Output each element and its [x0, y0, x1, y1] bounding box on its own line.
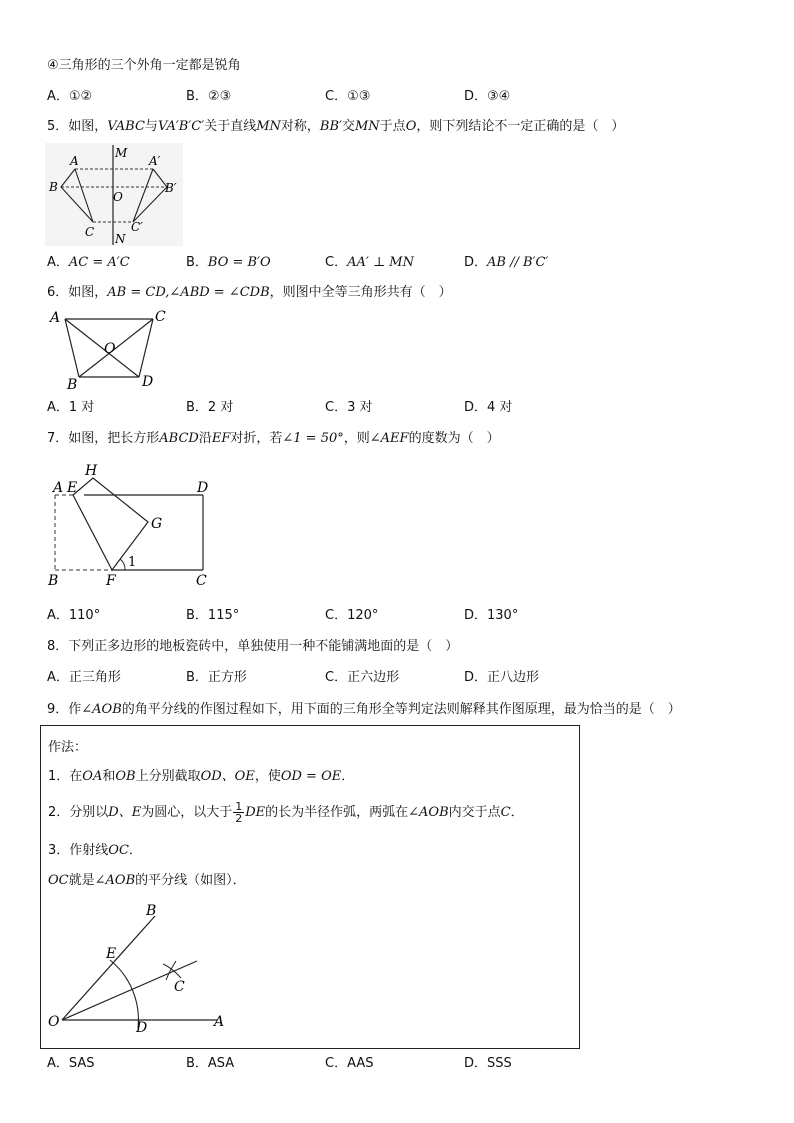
step-math: ∠AOB	[94, 873, 136, 888]
step-math: OD、OE	[200, 769, 255, 784]
fig-label-1: 1	[128, 555, 137, 570]
step-math: C	[500, 805, 511, 820]
q7-stem-text: 的度数为（ ）	[408, 431, 500, 446]
fig-label-b: B	[49, 180, 58, 194]
q8-option-d: D．正八边形	[464, 670, 540, 685]
construction-step-1	[48, 768, 354, 786]
q9-option-b: B．ASA	[186, 1056, 235, 1071]
fig-label-a: A	[214, 1014, 225, 1030]
option-letter: C．	[325, 255, 348, 270]
step-text: 3．作射线	[48, 843, 109, 858]
q7-stem-text: 沿	[198, 431, 212, 446]
q5-triangle-2: VA′B′C′	[157, 119, 205, 134]
fig-label-c-prime: C′	[131, 220, 143, 234]
statement-item-4: ④三角形的三个外角一定都是锐角	[47, 58, 241, 73]
fig-label-c: C	[155, 309, 166, 325]
fig-label-b-prime: B′	[165, 181, 177, 195]
step-text: ．	[510, 805, 524, 820]
q7-stem	[47, 430, 500, 448]
step-text: 为圆心，以大于	[141, 805, 233, 820]
q5-figure	[45, 143, 185, 248]
q7-option-c: C．120°	[325, 608, 379, 623]
fig-label-g: G	[151, 516, 163, 532]
step-text: 就是	[68, 873, 95, 888]
q4-option-b: B．②③	[186, 89, 232, 104]
q9-stem-text: 9．作	[47, 702, 82, 717]
step-text: ．	[128, 843, 142, 858]
q6-option-c: C．3 对	[325, 400, 373, 415]
q7-target-angle: ∠AEF	[369, 431, 409, 446]
fig-label-b: B	[146, 903, 157, 919]
option-expr: AB // B′C′	[487, 255, 549, 270]
fig-label-c: C	[196, 573, 207, 589]
step-math: D、E	[108, 805, 142, 820]
q6-option-a: A．1 对	[47, 400, 95, 415]
q9-option-a: A．SAS	[47, 1056, 95, 1071]
step-text: 内交于点	[448, 805, 501, 820]
fig-label-e: E	[106, 946, 117, 962]
option-expr: AC = A′C	[68, 255, 130, 270]
fig-label-b: B	[48, 573, 59, 589]
q5-option-d	[464, 254, 548, 272]
step-text: 1．在	[48, 769, 83, 784]
q7-angle: ∠1 = 50°	[282, 431, 344, 446]
fig-label-f: F	[106, 573, 116, 589]
q9-option-c: C．AAS	[325, 1056, 374, 1071]
fig-label-m: M	[115, 146, 128, 160]
fig-label-e: E	[67, 480, 78, 496]
q9-figure	[42, 900, 242, 1040]
step-math: OA	[82, 769, 103, 784]
option-letter: A．	[47, 255, 69, 270]
q9-option-d: D．SSS	[464, 1056, 512, 1071]
fraction-one-half	[233, 801, 244, 824]
q7-fold-line: EF	[211, 431, 231, 446]
q8-option-c: C．正六边形	[325, 670, 400, 685]
q4-option-a: A．①②	[47, 89, 93, 104]
q7-stem-text: ，则	[343, 431, 370, 446]
step-math: OC	[108, 843, 129, 858]
fig-label-a: A	[70, 154, 79, 168]
q9-angle: ∠AOB	[81, 702, 122, 717]
construction-conclusion	[48, 872, 246, 890]
q6-stem	[47, 284, 452, 302]
q5-stem-text: 对称，	[280, 119, 320, 134]
fig-label-a: A	[53, 480, 64, 496]
step-text: 的平分线（如图）．	[135, 873, 246, 888]
fig-label-b: B	[67, 377, 78, 391]
step-text: 和	[102, 769, 116, 784]
construction-title: 作法：	[48, 740, 88, 755]
q5-stem-text: 交	[341, 119, 355, 134]
fig-label-n: N	[115, 232, 126, 246]
q5-stem-text: 与	[144, 119, 158, 134]
q4-option-c: C．①③	[325, 89, 371, 104]
q5-option-a	[47, 254, 130, 272]
q9-stem	[47, 701, 681, 719]
step-text: 的长为半径作弧，两弧在	[265, 805, 409, 820]
q5-point-o: O	[405, 119, 417, 134]
q7-figure	[45, 460, 225, 590]
q7-option-d: D．130°	[464, 608, 519, 623]
q6-condition: AB = CD,∠ABD = ∠CDB	[107, 285, 270, 300]
q6-option-b: B．2 对	[186, 400, 234, 415]
fig-label-d: D	[197, 480, 209, 496]
option-letter: B．	[186, 255, 208, 270]
q4-option-d: D．③④	[464, 89, 511, 104]
q5-option-b	[186, 254, 271, 272]
q8-option-a: A．正三角形	[47, 670, 121, 685]
fig-label-o: O	[104, 341, 116, 357]
q5-line-mn: MN	[256, 119, 281, 134]
q5-stem-text: ，则下列结论不一定正确的是（ ）	[416, 119, 625, 134]
q6-stem-text: 6．如图，	[47, 285, 108, 300]
construction-step-2	[48, 800, 524, 826]
option-letter: D．	[464, 255, 488, 270]
q6-stem-text: ，则图中全等三角形共有（ ）	[269, 285, 452, 300]
fig-label-d: D	[142, 374, 154, 390]
construction-step-3	[48, 842, 142, 860]
fig-label-d: D	[136, 1020, 148, 1036]
step-math: OC	[48, 873, 69, 888]
step-math: ∠AOB	[408, 805, 449, 820]
fig-label-a-prime: A′	[149, 154, 161, 168]
fig-label-o: O	[48, 1014, 60, 1030]
step-math: OB	[115, 769, 136, 784]
fig-label-c: C	[174, 979, 185, 995]
step-math: DE	[245, 805, 266, 820]
q7-rectangle: ABCD	[159, 431, 199, 446]
q8-option-b: B．正方形	[186, 670, 247, 685]
q6-option-d: D．4 对	[464, 400, 513, 415]
q8-stem: 8．下列正多边形的地板瓷砖中，单独使用一种不能铺满地面的是（ ）	[47, 639, 459, 654]
q5-triangle-1: VABC	[107, 119, 145, 134]
q5-stem-text: 关于直线	[204, 119, 257, 134]
q9-stem-text: 的角平分线的作图过程如下，用下面的三角形全等判定法则解释其作图原理，最为恰当的是（ ）	[121, 702, 681, 717]
q5-stem-text: 于点	[379, 119, 406, 134]
step-text: 上分别截取	[135, 769, 201, 784]
fraction-numerator: 1	[235, 800, 243, 813]
q5-segment: BB′	[319, 119, 342, 134]
q5-stem	[47, 118, 624, 136]
q7-stem-text: 对折，若	[230, 431, 283, 446]
fig-label-a: A	[50, 310, 61, 326]
q5-line-mn: MN	[354, 119, 380, 134]
fig-label-h: H	[85, 463, 98, 479]
q5-stem-text: 5．如图，	[47, 119, 108, 134]
option-expr: AA′ ⊥ MN	[347, 255, 414, 270]
q7-option-a: A．110°	[47, 608, 101, 623]
step-text: 2．分别以	[48, 805, 109, 820]
fig-label-o: O	[113, 190, 123, 204]
q5-option-c	[325, 254, 414, 272]
step-math: OD = OE	[280, 769, 342, 784]
fig-label-c: C	[85, 225, 95, 239]
q7-stem-text: 7．如图，把长方形	[47, 431, 160, 446]
q7-option-b: B．115°	[186, 608, 240, 623]
option-expr: BO = B′O	[207, 255, 271, 270]
step-text: ，使	[254, 769, 281, 784]
step-text: ．	[341, 769, 355, 784]
q6-figure	[45, 307, 175, 391]
fraction-denominator: 2	[235, 812, 243, 825]
